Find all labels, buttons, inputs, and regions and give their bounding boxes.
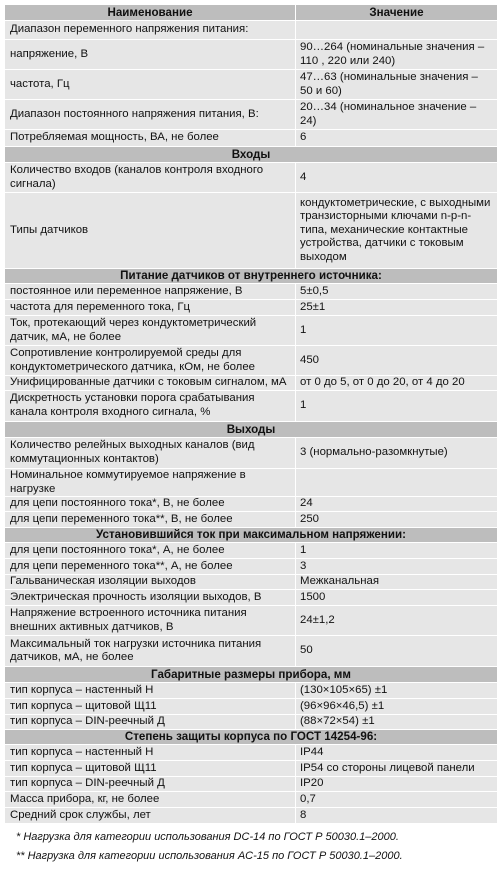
section-title: Питание датчиков от внутреннего источника: [5,269,498,284]
table-row [5,100,498,130]
parameter-name: Напряжение встроенного источника питания внешних активных датчиков, В [5,606,296,636]
parameter-name: Масса прибора, кг, не более [5,792,296,808]
section-header-row [5,528,498,543]
table-row [5,606,498,636]
section-header-row [5,147,498,163]
parameter-name: Номинальное коммутируемое напряжение в нагрузке [5,469,296,497]
table-row [5,438,498,469]
parameter-name: тип корпуса – настенный Н [5,745,296,761]
parameter-value: 0,7 [296,792,498,808]
parameter-value: Межканальная [296,575,498,590]
parameter-value: 6 [296,130,498,147]
parameter-value: 8 [296,808,498,824]
parameter-name: Максимальный ток нагрузки источника питания датчиков, мА, не более [5,636,296,667]
parameter-name: Дискретность установки порога срабатывания канала контроля входного сигнала, % [5,391,296,422]
table-row [5,40,498,70]
table-row [5,130,498,147]
table-row [5,808,498,824]
header-value: Значение [296,5,498,21]
section-title: Габаритные размеры прибора, мм [5,667,498,683]
parameter-value: кондуктометрические, с выходными транзисторными ключами n-p-n-типа, механические контактные устройства, датчики с токовым выходом [296,193,498,269]
parameter-name: частота, Гц [5,70,296,100]
table-row [5,683,498,699]
parameter-value: 1 [296,543,498,559]
parameter-value: (130×105×65) ±1 [296,683,498,699]
table-row [5,512,498,528]
table-row [5,316,498,346]
parameter-name: тип корпуса – щитовой Щ11 [5,699,296,715]
parameter-name: тип корпуса – DIN-реечный Д [5,777,296,792]
parameter-name: Количество входов (каналов контроля входного сигнала) [5,163,296,193]
parameter-name: Электрическая прочность изоляции выходов, В [5,590,296,606]
parameter-name: Диапазон постоянного напряжения питания, В: [5,100,296,130]
footnote: ** Нагрузка для категории использования AC-15 по ГОСТ Р 50030.1–2000. [16,850,403,863]
parameter-value: IP54 со стороны лицевой панели [296,761,498,777]
table-row [5,163,498,193]
table-row [5,391,498,422]
section-title: Выходы [5,422,498,438]
footnotes [4,828,498,866]
spec-table [4,4,498,824]
parameter-name: для цепи переменного тока**, В, не более [5,512,296,528]
parameter-value: IP44 [296,745,498,761]
parameter-name: постоянное или переменное напряжение, В [5,284,296,300]
spec-table-container [4,4,498,866]
table-row [5,193,498,269]
section-header-row [5,422,498,438]
parameter-name: для цепи переменного тока**, А, не более [5,559,296,575]
parameter-value: 1500 [296,590,498,606]
parameter-value: 1 [296,391,498,422]
parameter-value: IP20 [296,777,498,792]
parameter-name: для цепи постоянного тока*, А, не более [5,543,296,559]
parameter-value: 25±1 [296,300,498,316]
parameter-value: 24 [296,497,498,512]
parameter-value: 450 [296,346,498,376]
table-row [5,543,498,559]
parameter-name: тип корпуса – щитовой Щ11 [5,761,296,777]
parameter-value: от 0 до 5, от 0 до 20, от 4 до 20 [296,376,498,391]
table-row [5,777,498,792]
parameter-name: Сопротивление контролируемой среды для кондуктометрического датчика, кОм, не более [5,346,296,376]
table-row [5,792,498,808]
header-name: Наименование [5,5,296,21]
parameter-name: тип корпуса – настенный Н [5,683,296,699]
parameter-name: частота для переменного тока, Гц [5,300,296,316]
parameter-name: для цепи постоянного тока*, В, не более [5,497,296,512]
parameter-name: Гальваническая изоляции выходов [5,575,296,590]
table-row [5,497,498,512]
table-row [5,346,498,376]
footnote: * Нагрузка для категории использования DC-14 по ГОСТ Р 50030.1–2000. [16,831,399,844]
table-row [5,575,498,590]
parameter-value: 5±0,5 [296,284,498,300]
parameter-value: 250 [296,512,498,528]
parameter-value: (96×96×46,5) ±1 [296,699,498,715]
parameter-name: напряжение, В [5,40,296,70]
table-row [5,715,498,730]
table-row [5,376,498,391]
table-row [5,300,498,316]
section-title: Установившийся ток при максимальном напряжении: [5,528,498,543]
table-row [5,21,498,40]
section-title: Входы [5,147,498,163]
parameter-value: (88×72×54) ±1 [296,715,498,730]
parameter-value: 20…34 (номинальное значение – 24) [296,100,498,130]
parameter-name: тип корпуса – DIN-реечный Д [5,715,296,730]
section-header-row [5,667,498,683]
table-row [5,590,498,606]
table-row [5,745,498,761]
parameter-value [296,469,498,497]
table-header-row [5,5,498,21]
table-body [5,21,498,824]
table-row [5,699,498,715]
parameter-name: Диапазон переменного напряжения питания: [5,21,296,40]
table-row [5,761,498,777]
section-title: Степень защиты корпуса по ГОСТ 14254-96: [5,730,498,745]
section-header-row [5,730,498,745]
parameter-value: 50 [296,636,498,667]
parameter-value: 1 [296,316,498,346]
parameter-value: 3 (нормально-разомкнутые) [296,438,498,469]
table-row [5,636,498,667]
table-row [5,70,498,100]
table-row [5,559,498,575]
parameter-value: 90…264 (номинальные значения – 110 , 220 или 240) [296,40,498,70]
parameter-value: 24±1,2 [296,606,498,636]
parameter-name: Потребляемая мощность, ВА, не более [5,130,296,147]
table-row [5,469,498,497]
parameter-name: Ток, протекающий через кондуктометрический датчик, мА, не более [5,316,296,346]
parameter-name: Средний срок службы, лет [5,808,296,824]
parameter-value: 4 [296,163,498,193]
parameter-value: 3 [296,559,498,575]
parameter-name: Унифицированные датчики с токовым сигналом, мА [5,376,296,391]
parameter-value [296,21,498,40]
section-header-row [5,269,498,284]
parameter-name: Типы датчиков [5,193,296,269]
parameter-value: 47…63 (номинальные значения – 50 и 60) [296,70,498,100]
parameter-name: Количество релейных выходных каналов (вид коммутационных контактов) [5,438,296,469]
table-row [5,284,498,300]
